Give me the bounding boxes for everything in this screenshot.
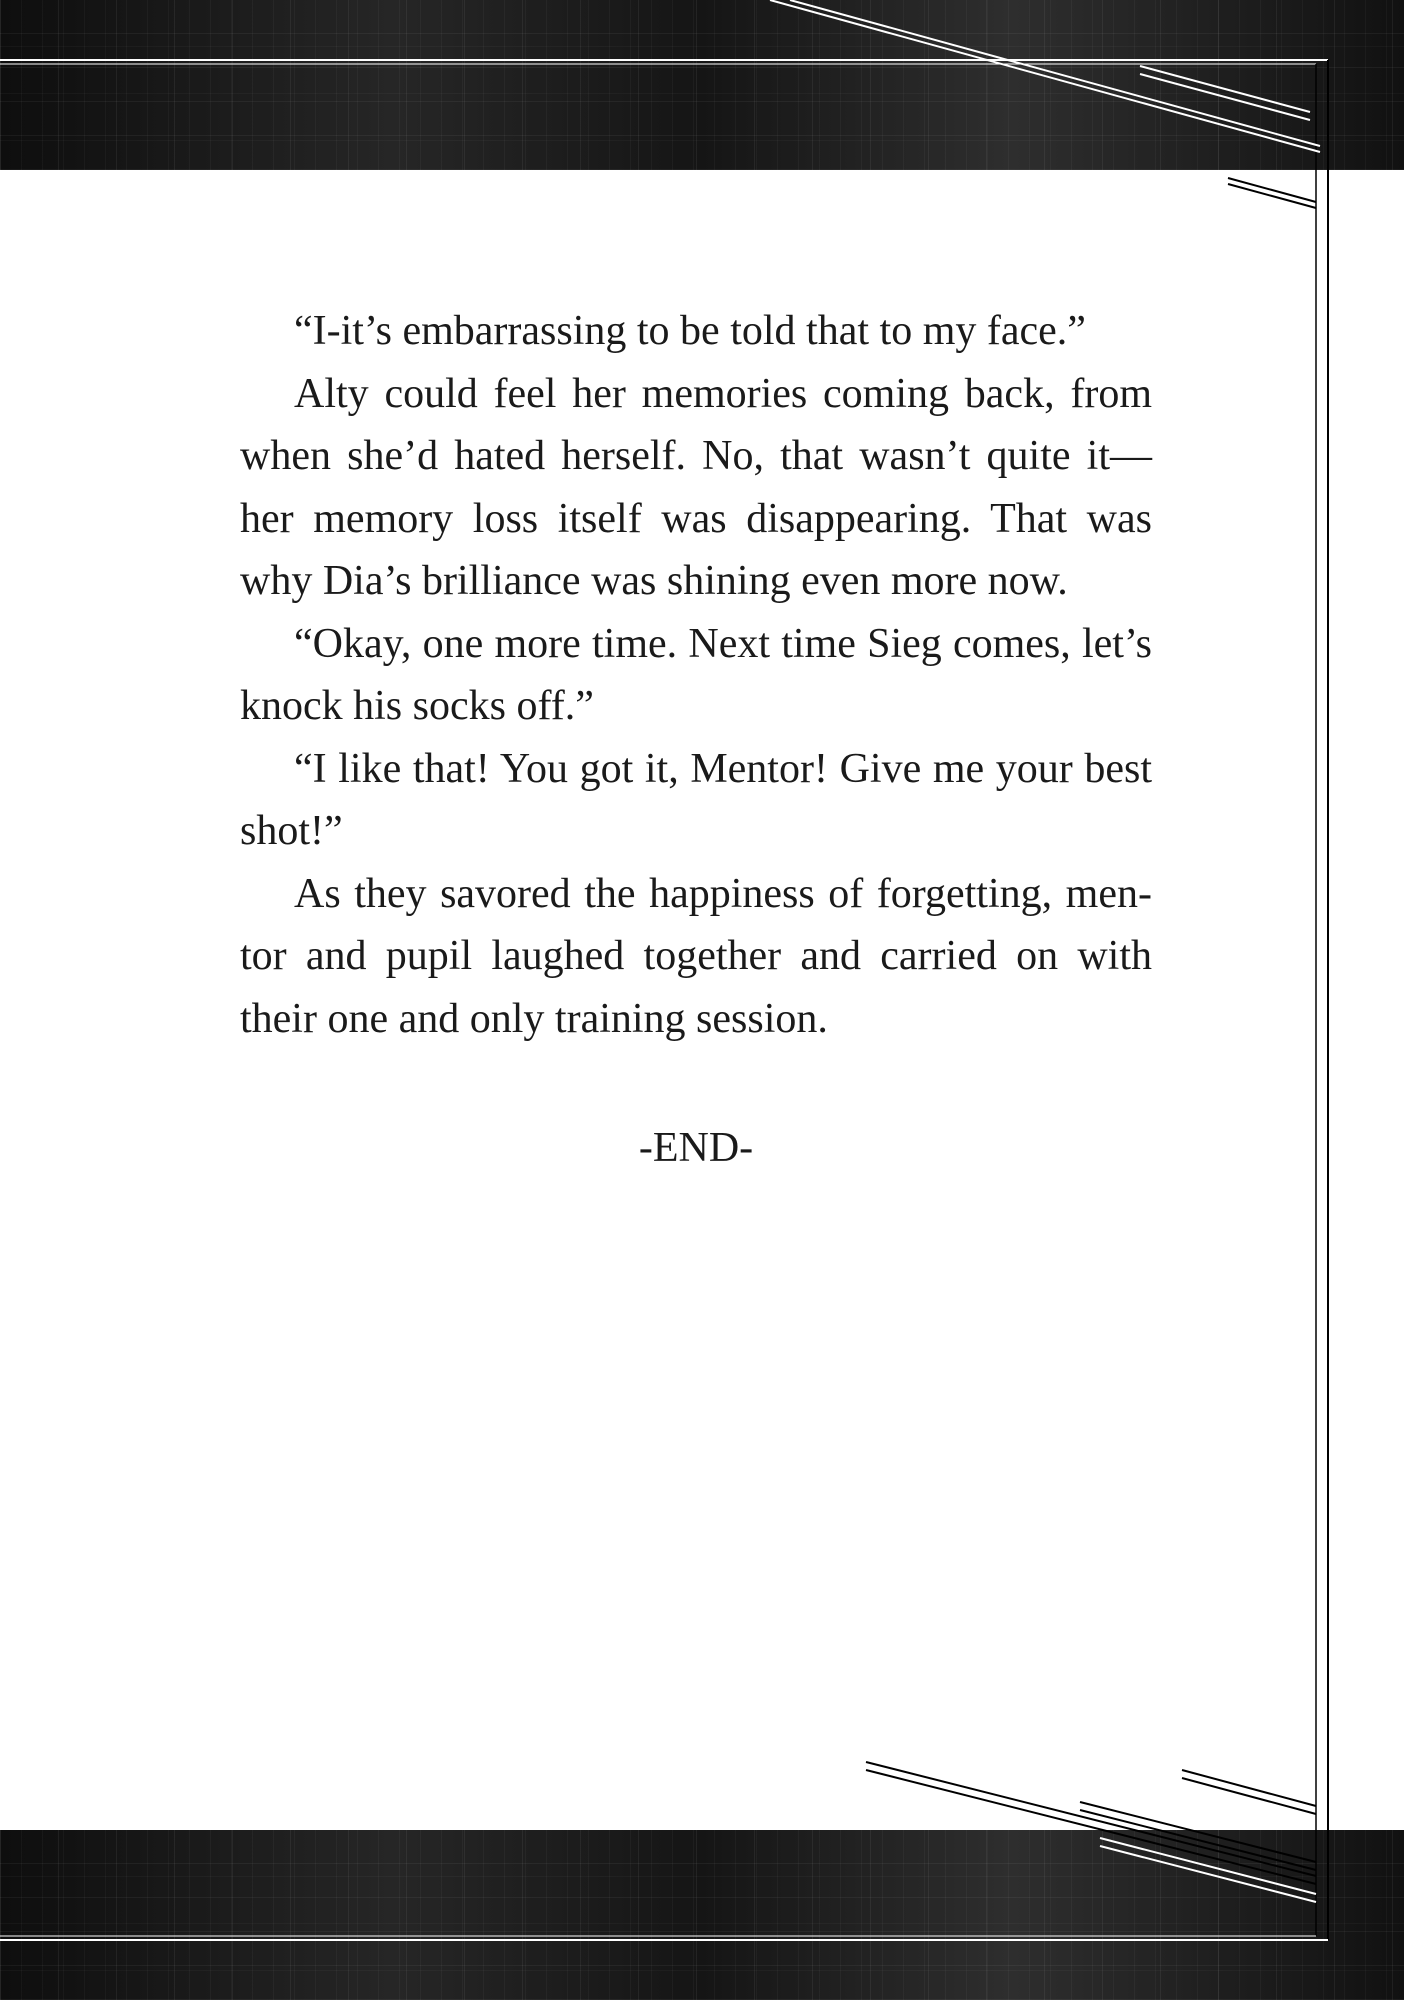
top-right-diagonal-dark bbox=[1228, 178, 1316, 208]
paragraph: “I-it’s embarrassing to be told that to my face.” bbox=[294, 308, 1086, 354]
end-marker: -END- bbox=[638, 1125, 754, 1171]
bottom-diagonal-accents bbox=[866, 1762, 1316, 1884]
paragraph: As they savored the happiness of forgetting, mentor and pupil laughed together and carried on with their one and only training session. bbox=[240, 870, 1152, 1042]
top-diagonal-accents bbox=[770, 0, 1320, 152]
paragraph: Alty could feel her memories coming back, from when she’d hated herself. No, that wasn’t quite it—her memory loss itself was disappearing. That was why Dia’s brilliance was shining even more now. bbox=[240, 370, 1152, 604]
paragraph: “Okay, one more time. Next time Sieg comes, let’s knock his socks off.” bbox=[240, 620, 1152, 729]
bottom-diagonal-light bbox=[1100, 1838, 1316, 1902]
paragraph: “I like that! You got it, Mentor! Give me your best shot!” bbox=[240, 745, 1152, 854]
story-text bbox=[240, 300, 1152, 1050]
